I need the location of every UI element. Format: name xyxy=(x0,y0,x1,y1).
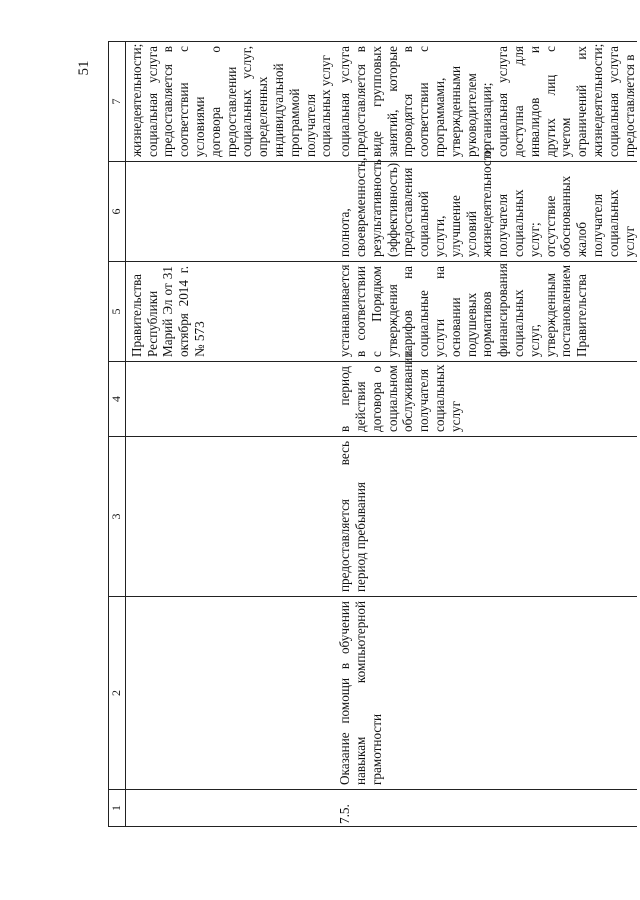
cell-duration: в период действия договора о социальном обслуживании получателя социальных услуг xyxy=(334,362,637,437)
cell-service-name: Оказание помощи в обучении навыкам компьютерной грамотности xyxy=(334,597,637,790)
table-row-continuation xyxy=(125,42,334,827)
cell-service-name xyxy=(125,597,334,790)
cell-conditions: жизнедеятельности; социальная услуга предоставляется в соответствии с условиями договора о предоставлении социальных услуг, определенных индивидуальной программой получателя социальных услуг xyxy=(125,42,334,162)
header-col-2: 2 xyxy=(109,597,126,790)
cell-tariff: Правительства Республики Марий Эл от 31 октября 2014 г. № 573 xyxy=(125,262,334,362)
cell-number xyxy=(125,790,334,827)
services-table-rotated xyxy=(108,42,637,827)
header-col-6: 6 xyxy=(109,162,126,262)
cell-conditions: социальная услуга предоставляется в виде групповых занятий, которые проводятся в соответствии с программами, утвержденными руководителем организации; социальная услуга доступна для инвалидов и других лиц с учетом ограничений их жизнедеятельности; социальная услуга предоставляется в xyxy=(334,42,637,162)
cell-quality xyxy=(125,162,334,262)
cell-duration xyxy=(125,362,334,437)
cell-period xyxy=(125,437,334,597)
header-col-4: 4 xyxy=(109,362,126,437)
cell-number: 7.5. xyxy=(334,790,637,827)
services-table xyxy=(108,41,637,827)
header-col-7: 7 xyxy=(109,42,126,162)
cell-period: предоставляется весь период пребывания xyxy=(334,437,637,597)
header-col-3: 3 xyxy=(109,437,126,597)
page-number: 51 xyxy=(76,60,92,76)
cell-tariff: устанавливается в соответствии с Порядком утверждения тарифов на социальные услуги на основании подушевых нормативов финансирования социальных услуг, утвержденным постановлением Правительства xyxy=(334,262,637,362)
table-row-7-5 xyxy=(334,42,637,827)
cell-quality: полнота, своевременность, результативность (эффективность) предоставления социальной услуги, улучшение условий жизнедеятельности получателя социальных услуг; отсутствие обоснованных жалоб получателя социальных услуг xyxy=(334,162,637,262)
table-header-row xyxy=(109,42,126,827)
header-col-1: 1 xyxy=(109,790,126,827)
header-col-5: 5 xyxy=(109,262,126,362)
